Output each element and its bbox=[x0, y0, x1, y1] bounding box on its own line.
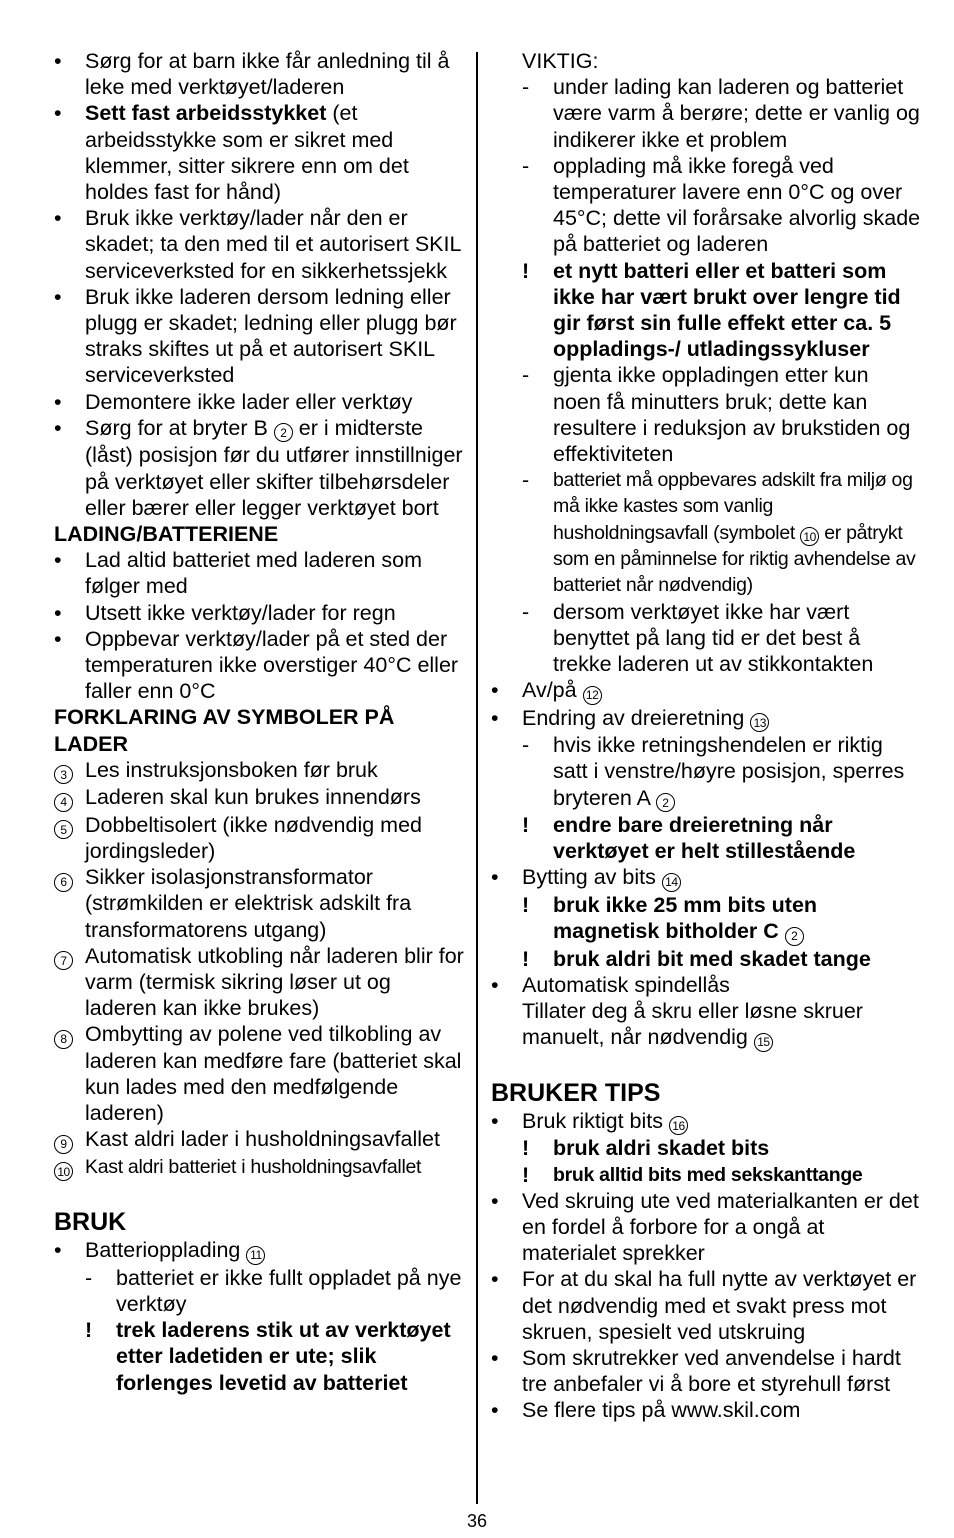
symbol-text: Dobbeltisolert (ikke nødvendig med jordingsleder) bbox=[85, 812, 422, 863]
bullet-item bbox=[54, 415, 466, 521]
symbol-item bbox=[54, 784, 466, 812]
dash-icon: - bbox=[522, 363, 530, 388]
bullet-text: Bruk ikke verktøy/lader når den er skadet; ta den med til et autorisert SKIL serviceverksted for en sikkerhetssjekk bbox=[85, 206, 461, 283]
exclamation-icon: ! bbox=[522, 1136, 530, 1161]
dash-icon: - bbox=[522, 468, 530, 493]
bullet-text: Endring av dreieretning bbox=[522, 705, 745, 730]
bullet-item bbox=[491, 1397, 921, 1423]
warning-item bbox=[522, 1162, 921, 1188]
bullet-text: Bruk ikke laderen dersom ledning eller plugg er skadet; ledning eller plugg bør straks skiftes ut på et autorisert SKIL serviceverksted bbox=[85, 284, 457, 388]
bullet-icon: • bbox=[491, 972, 499, 997]
symbol-item bbox=[54, 757, 466, 785]
bullet-icon: • bbox=[491, 705, 499, 730]
bullet-icon: • bbox=[491, 1188, 499, 1213]
bullet-text: Lad altid batteriet med laderen som følger med bbox=[85, 548, 423, 599]
dash-icon: - bbox=[522, 599, 530, 624]
bullet-item bbox=[491, 1188, 921, 1267]
dash-text: er påtrykt som en påminnelse for riktig avhendelse av batteriet når nødvendig) bbox=[553, 521, 916, 597]
charging-heading: LADING/BATTERIENE bbox=[54, 521, 279, 546]
circled-number-icon: 6 bbox=[54, 873, 73, 892]
bullet-icon: • bbox=[54, 101, 62, 126]
warning-item bbox=[522, 1135, 921, 1161]
bullet-icon: • bbox=[54, 548, 62, 573]
bullet-icon: • bbox=[54, 284, 62, 309]
bullet-icon: • bbox=[54, 206, 62, 231]
circled-number-icon: 9 bbox=[54, 1135, 73, 1154]
symbol-text: Kast aldri batteriet i husholdningsavfallet bbox=[85, 1155, 422, 1178]
bullet-item bbox=[54, 284, 466, 389]
bullet-text: Se flere tips på www.skil.com bbox=[522, 1398, 801, 1423]
dash-icon: - bbox=[522, 153, 530, 178]
dash-item bbox=[522, 599, 921, 678]
exclamation-icon: ! bbox=[522, 946, 530, 971]
bullet-item bbox=[54, 205, 466, 284]
dash-item bbox=[522, 467, 921, 598]
bullet-icon: • bbox=[54, 600, 62, 625]
bullet-icon: • bbox=[54, 49, 62, 73]
dash-text: dersom verktøyet ikke har vært benyttet på lang tid er det best å trekke laderen ut av stikkontakten bbox=[553, 599, 874, 676]
bullet-text: Batteriopplading bbox=[85, 1238, 241, 1263]
circled-number-icon: 2 bbox=[656, 793, 675, 812]
bullet-text: Automatisk spindellås bbox=[522, 972, 730, 997]
symbol-text: Automatisk utkobling når laderen blir for varm (termisk sikring løser ut og laderen kan ikke brukes) bbox=[85, 943, 464, 1021]
exclamation-icon: ! bbox=[522, 813, 530, 838]
warning-text: bruk aldri bit med skadet tange bbox=[553, 946, 871, 971]
warning-text: bruk aldri skadet bits bbox=[553, 1136, 770, 1161]
bullet-text: For at du skal ha full nytte av verktøyet er det nødvendig med et svakt press mot skruen, spesielt ved utskruing bbox=[522, 1267, 917, 1344]
bullet-icon: • bbox=[54, 1238, 62, 1263]
dash-icon: - bbox=[522, 733, 530, 758]
left-column bbox=[54, 48, 466, 1396]
symbol-text: Laderen skal kun brukes innendørs bbox=[85, 785, 421, 810]
symbol-item bbox=[54, 812, 466, 864]
bullet-item bbox=[54, 547, 466, 599]
circled-number-icon: 15 bbox=[754, 1033, 773, 1052]
dash-item bbox=[522, 362, 921, 467]
bullet-text: Sørg for at barn ikke får anledning til å leke med verktøyet/laderen bbox=[85, 49, 450, 100]
bullet-text: Bytting av bits bbox=[522, 865, 656, 890]
symbol-item bbox=[54, 943, 466, 1022]
symbol-item bbox=[54, 1126, 466, 1154]
bullet-text: (et arbeidsstykke som er sikret med klemmer, sitter sikrere enn om det holdes fast for hånd) bbox=[85, 101, 409, 205]
bullet-text: Som skrutrekker ved anvendelse i hardt tre anbefaler vi å bore et styrehull først bbox=[522, 1345, 901, 1397]
bullet-text: Tillater deg å skru eller løsne skruer manuelt, når nødvendig bbox=[522, 999, 863, 1050]
dash-item bbox=[85, 1265, 466, 1317]
bullet-icon: • bbox=[54, 389, 62, 414]
exclamation-icon: ! bbox=[522, 1162, 530, 1187]
bruk-title: BRUK bbox=[54, 1208, 127, 1237]
circled-number-icon: 12 bbox=[583, 686, 602, 705]
bullet-item bbox=[491, 1345, 921, 1397]
circled-number-icon: 7 bbox=[54, 951, 73, 970]
bullet-icon: • bbox=[54, 415, 62, 440]
page-number: 36 bbox=[466, 1511, 488, 1531]
dash-item bbox=[522, 153, 921, 258]
bullet-item bbox=[54, 389, 466, 415]
symbol-text: Les instruksjonsboken før bruk bbox=[85, 757, 378, 782]
bullet-icon: • bbox=[491, 1108, 499, 1133]
bullet-item bbox=[54, 1237, 466, 1265]
symbol-item bbox=[54, 1021, 466, 1126]
bullet-icon: • bbox=[491, 1267, 499, 1292]
warning-text: et nytt batteri eller et batteri som ikke har vært brukt over lengre tid gir først sin fulle effekt etter ca. 5 oppladings-/ utladingssykluser bbox=[553, 258, 901, 362]
circled-number-icon: 16 bbox=[669, 1116, 688, 1135]
symbol-text: Ombytting av polene ved tilkobling av laderen kan medføre fare (batteriet skal kun lades med den medfølgende laderen) bbox=[85, 1022, 462, 1126]
circled-number-icon: 14 bbox=[662, 873, 681, 892]
bullet-item bbox=[491, 972, 921, 1052]
exclamation-icon: ! bbox=[522, 258, 530, 283]
bullet-text: Bruk riktigt bits bbox=[522, 1108, 663, 1133]
dash-icon: - bbox=[85, 1265, 93, 1290]
circled-number-icon: 5 bbox=[54, 820, 73, 839]
bullet-item bbox=[54, 600, 466, 626]
circled-number-icon: 2 bbox=[274, 423, 293, 442]
symbol-item bbox=[54, 864, 466, 943]
warning-text: bruk alltid bits med sekskanttange bbox=[553, 1163, 863, 1186]
symbols-heading: FORKLARING AV SYMBOLER PÅ LADER bbox=[54, 705, 395, 756]
bullet-text: Oppbevar verktøy/lader på et sted der temperaturen ikke overstiger 40°C eller faller enn 0°C bbox=[85, 626, 459, 704]
symbol-item bbox=[54, 1154, 466, 1182]
bullet-text: Ved skruing ute ved materialkanten er det en fordel å forbore for a ongå at materialet sprekker bbox=[522, 1188, 919, 1266]
dash-text: batteriet er ikke fullt oppladet på nye verktøy bbox=[116, 1265, 462, 1316]
dash-item bbox=[522, 732, 921, 812]
circled-number-icon: 10 bbox=[800, 527, 819, 546]
circled-number-icon: 10 bbox=[54, 1162, 73, 1181]
bullet-text: er i midterste (låst) posisjon før du utfører innstillniger på verktøyet eller skifter tilbehørsdeler eller bærer eller legger verktøyet bort bbox=[85, 415, 463, 520]
circled-number-icon: 8 bbox=[54, 1030, 73, 1049]
symbol-text: Sikker isolasjonstransformator (strømkilden er elektrisk adskilt fra transformatorens utgang) bbox=[85, 865, 412, 942]
warning-item bbox=[522, 946, 921, 972]
bullet-icon: • bbox=[491, 1345, 499, 1370]
circled-number-icon: 3 bbox=[54, 765, 73, 784]
warning-item bbox=[85, 1317, 466, 1396]
bullet-item bbox=[491, 677, 921, 705]
symbol-text: Kast aldri lader i husholdningsavfallet bbox=[85, 1127, 440, 1152]
dash-text: batteriet må oppbevares adskilt fra miljø og må ikke kastes som vanlig husholdningsavfall (symbolet bbox=[553, 469, 913, 544]
bullet-text: Sørg for at bryter B bbox=[85, 415, 274, 440]
warning-text: bruk ikke 25 mm bits uten magnetisk bitholder C bbox=[553, 892, 818, 944]
bullet-text: Utsett ikke verktøy/lader for regn bbox=[85, 600, 396, 625]
bullet-text: Av/på bbox=[522, 678, 577, 703]
right-column bbox=[491, 48, 921, 1424]
circled-number-icon: 13 bbox=[750, 713, 769, 732]
bullet-icon: • bbox=[491, 1398, 499, 1423]
exclamation-icon: ! bbox=[85, 1318, 93, 1343]
dash-text: gjenta ikke oppladingen etter kun noen få minutters bruk; dette kan resultere i reduksjon av brukstiden og effektiviteten bbox=[553, 363, 911, 467]
warning-text: endre bare dreieretning når verktøyet er helt stillestående bbox=[553, 813, 856, 864]
column-divider bbox=[476, 52, 478, 1504]
bullet-item bbox=[54, 48, 466, 100]
bullet-item bbox=[491, 864, 921, 892]
tips-title: BRUKER TIPS bbox=[491, 1078, 661, 1107]
bullet-text: Demontere ikke lader eller verktøy bbox=[85, 389, 413, 414]
dash-item bbox=[522, 74, 921, 153]
warning-item bbox=[522, 258, 921, 363]
viktig-label: VIKTIG: bbox=[522, 49, 599, 73]
dash-text: hvis ikke retningshendelen er riktig satt i venstre/høyre posisjon, sperres bryteren A bbox=[553, 733, 905, 810]
bullet-icon: • bbox=[491, 865, 499, 890]
warning-item bbox=[522, 892, 921, 946]
bullet-icon: • bbox=[491, 678, 499, 703]
bullet-item bbox=[491, 1108, 921, 1136]
bullet-item bbox=[54, 100, 466, 205]
bullet-icon: • bbox=[54, 626, 62, 651]
dash-text: opplading må ikke foregå ved temperaturer lavere enn 0°C og over 45°C; dette vil forårsake alvorlig skade på batteriet og laderen bbox=[553, 153, 921, 257]
bullet-item bbox=[491, 1266, 921, 1345]
bullet-item bbox=[54, 626, 466, 705]
warning-item bbox=[522, 812, 921, 864]
circled-number-icon: 11 bbox=[246, 1246, 265, 1265]
circled-number-icon: 4 bbox=[54, 793, 73, 812]
exclamation-icon: ! bbox=[522, 892, 530, 917]
bullet-bold-text: Sett fast arbeidsstykket bbox=[85, 101, 327, 126]
bullet-item bbox=[491, 705, 921, 733]
dash-text: under lading kan laderen og batteriet være varm å berøre; dette er vanlig og indikerer ikke et problem bbox=[553, 75, 920, 152]
warning-text: trek laderens stik ut av verktøyet etter ladetiden er ute; slik forlenges levetid av batteriet bbox=[116, 1318, 451, 1395]
circled-number-icon: 2 bbox=[785, 927, 804, 946]
dash-icon: - bbox=[522, 75, 530, 100]
